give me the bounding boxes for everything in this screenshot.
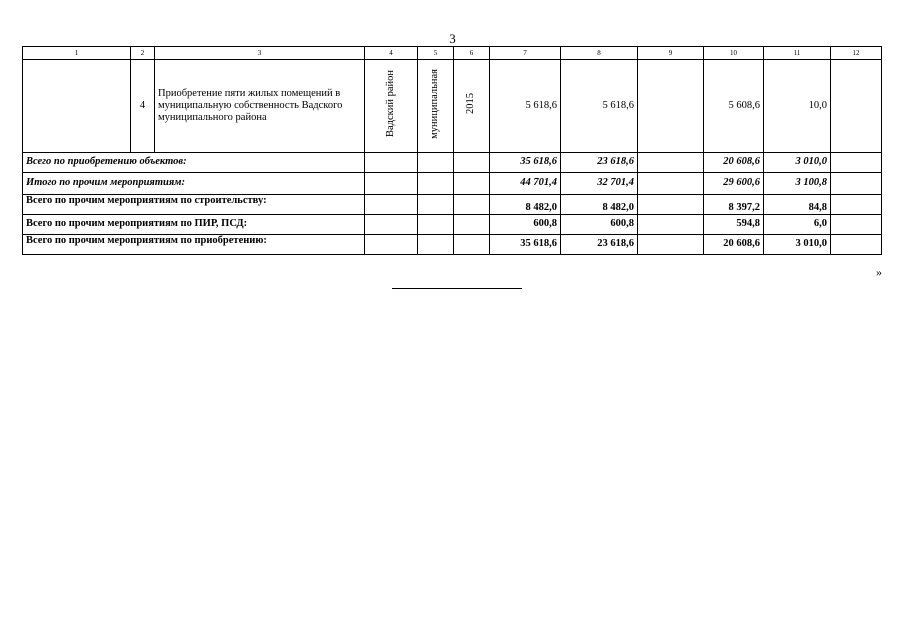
summary-col7: 8 482,0 xyxy=(490,195,561,215)
ownership-text: муниципальная xyxy=(429,69,441,139)
col-header: 10 xyxy=(704,47,764,60)
year-cell xyxy=(454,60,490,153)
summary-col10: 20 608,6 xyxy=(704,153,764,173)
table-row xyxy=(23,60,882,153)
summary-col9 xyxy=(638,195,704,215)
summary-label: Всего по приобретению объектов: xyxy=(23,153,365,173)
summary-col7: 35 618,6 xyxy=(490,153,561,173)
value-col8: 5 618,6 xyxy=(561,60,638,153)
item-description: Приобретение пяти жилых помещений в муниципальную собственность Вадского муниципального района xyxy=(155,60,365,153)
summary-col10: 594,8 xyxy=(704,215,764,235)
summary-col7: 35 618,6 xyxy=(490,235,561,255)
col-header: 5 xyxy=(418,47,454,60)
summary-col8: 8 482,0 xyxy=(561,195,638,215)
col-header: 7 xyxy=(490,47,561,60)
region-cell xyxy=(365,60,418,153)
col-header: 9 xyxy=(638,47,704,60)
summary-col11: 3 010,0 xyxy=(764,235,831,255)
col-header: 12 xyxy=(831,47,882,60)
value-col11: 10,0 xyxy=(764,60,831,153)
separator-line xyxy=(392,288,522,289)
summary-col8: 600,8 xyxy=(561,215,638,235)
summary-row xyxy=(23,215,882,235)
summary-row xyxy=(23,153,882,173)
region-text: Вадский район xyxy=(384,70,396,138)
value-col9 xyxy=(638,60,704,153)
page-number: 3 xyxy=(449,31,456,46)
summary-col9 xyxy=(638,153,704,173)
year-text: 2015 xyxy=(465,93,477,115)
summary-col8: 23 618,6 xyxy=(561,153,638,173)
column-number-row xyxy=(23,47,882,60)
summary-label: Всего по прочим мероприятиям по ПИР, ПСД: xyxy=(23,215,365,235)
summary-col11: 3 100,8 xyxy=(764,173,831,195)
summary-label: Итого по прочим мероприятиям: xyxy=(23,173,365,195)
value-col10: 5 608,6 xyxy=(704,60,764,153)
closing-quote-mark: » xyxy=(876,265,882,279)
summary-col10: 29 600,6 xyxy=(704,173,764,195)
col-header: 8 xyxy=(561,47,638,60)
cell-col1 xyxy=(23,60,131,153)
summary-col11: 84,8 xyxy=(764,195,831,215)
col-header: 4 xyxy=(365,47,418,60)
summary-label: Всего по прочим мероприятиям по строительству: xyxy=(23,195,365,215)
summary-col11: 6,0 xyxy=(764,215,831,235)
ownership-cell xyxy=(418,60,454,153)
col-header: 3 xyxy=(155,47,365,60)
item-number: 4 xyxy=(131,60,155,153)
budget-table xyxy=(22,46,882,255)
summary-col9 xyxy=(638,235,704,255)
summary-col7: 600,8 xyxy=(490,215,561,235)
summary-col10: 20 608,6 xyxy=(704,235,764,255)
summary-col8: 23 618,6 xyxy=(561,235,638,255)
summary-col7: 44 701,4 xyxy=(490,173,561,195)
summary-label: Всего по прочим мероприятиям по приобретению: xyxy=(23,235,365,255)
summary-col10: 8 397,2 xyxy=(704,195,764,215)
summary-col8: 32 701,4 xyxy=(561,173,638,195)
col-header: 6 xyxy=(454,47,490,60)
summary-col9 xyxy=(638,215,704,235)
col-header: 1 xyxy=(23,47,131,60)
value-col7: 5 618,6 xyxy=(490,60,561,153)
col-header: 2 xyxy=(131,47,155,60)
summary-row xyxy=(23,235,882,255)
summary-col11: 3 010,0 xyxy=(764,153,831,173)
summary-row xyxy=(23,195,882,215)
col-header: 11 xyxy=(764,47,831,60)
summary-row xyxy=(23,173,882,195)
summary-col9 xyxy=(638,173,704,195)
value-col12 xyxy=(831,60,882,153)
